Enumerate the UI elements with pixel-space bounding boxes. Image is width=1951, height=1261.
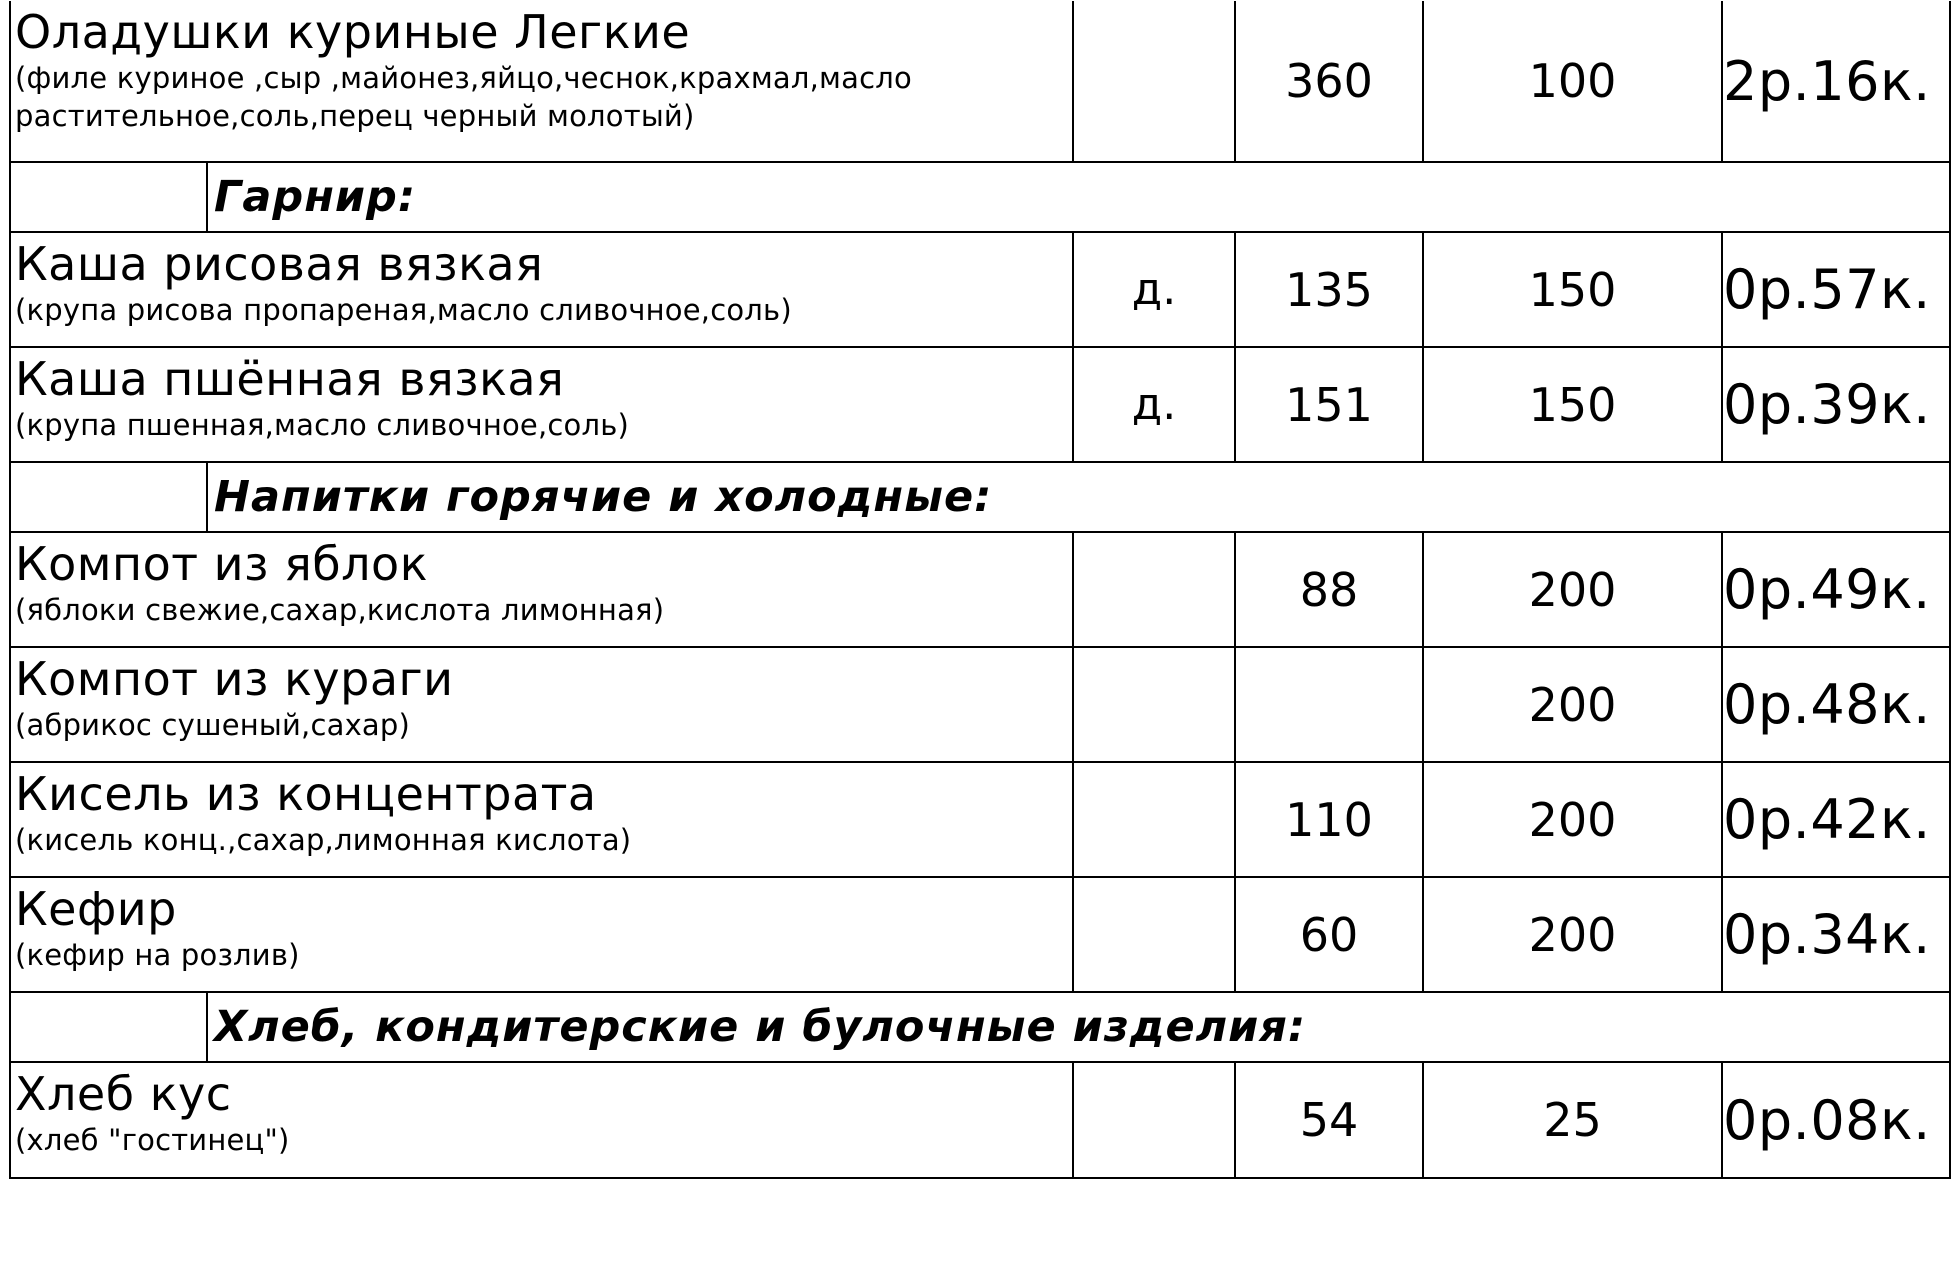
weight-value: 150 (1423, 347, 1722, 462)
dish-ingredients: (абрикос сушеный,сахар) (15, 707, 411, 742)
calories-value: 88 (1235, 532, 1423, 647)
menu-item-row (10, 532, 1950, 647)
dish-cell (10, 347, 1073, 462)
dish-cell (10, 1, 1073, 162)
diet-mark (1073, 1062, 1235, 1178)
dish-name: Каша пшённая вязкая (15, 352, 565, 406)
section-row (10, 992, 1950, 1062)
dish-name: Компот из кураги (15, 652, 454, 706)
dish-ingredients: (крупа пшенная,масло сливочное,соль) (15, 407, 630, 442)
dish-cell (10, 1062, 1073, 1178)
section-row (10, 162, 1950, 232)
weight-value: 100 (1423, 1, 1722, 162)
menu-item-row (10, 647, 1950, 762)
section-row (10, 462, 1950, 532)
calories-value: 360 (1235, 1, 1423, 162)
dish-name: Компот из яблок (15, 537, 428, 591)
calories-value (1235, 647, 1423, 762)
dish-ingredients: (крупа рисова пропареная,масло сливочное,соль) (15, 292, 792, 327)
dish-ingredients: (кисель конц.,сахар,лимонная кислота) (15, 822, 632, 857)
diet-mark (1073, 1, 1235, 162)
diet-mark (1073, 877, 1235, 992)
dish-name: Кефир (15, 882, 177, 936)
dish-ingredients: (яблоки свежие,сахар,кислота лимонная) (15, 592, 665, 627)
dish-name: Хлеб кус (15, 1067, 232, 1121)
diet-mark (1073, 532, 1235, 647)
dish-ingredients: (кефир на розлив) (15, 937, 300, 972)
weight-value: 200 (1423, 532, 1722, 647)
diet-mark (1073, 647, 1235, 762)
menu-item-row (10, 1062, 1950, 1178)
price-value: 0р.42к. (1722, 762, 1950, 877)
section-indent (10, 992, 207, 1062)
price-value: 0р.57к. (1722, 232, 1950, 347)
dish-cell (10, 877, 1073, 992)
dish-cell (10, 647, 1073, 762)
weight-value: 200 (1423, 877, 1722, 992)
weight-value: 200 (1423, 762, 1722, 877)
price-value: 0р.48к. (1722, 647, 1950, 762)
dish-cell (10, 532, 1073, 647)
calories-value: 110 (1235, 762, 1423, 877)
menu-item-row (10, 877, 1950, 992)
price-value: 0р.49к. (1722, 532, 1950, 647)
section-title: Гарнир: (207, 162, 1950, 232)
weight-value: 200 (1423, 647, 1722, 762)
dish-name: Кисель из концентрата (15, 767, 597, 821)
dish-cell (10, 232, 1073, 347)
calories-value: 60 (1235, 877, 1423, 992)
dish-cell (10, 762, 1073, 877)
price-value: 0р.34к. (1722, 877, 1950, 992)
menu-table (9, 1, 1951, 1179)
section-indent (10, 162, 207, 232)
calories-value: 54 (1235, 1062, 1423, 1178)
diet-mark: д. (1073, 347, 1235, 462)
section-title: Хлеб, кондитерские и булочные изделия: (207, 992, 1950, 1062)
price-value: 0р.39к. (1722, 347, 1950, 462)
calories-value: 135 (1235, 232, 1423, 347)
menu-item-row (10, 1, 1950, 162)
diet-mark (1073, 762, 1235, 877)
weight-value: 25 (1423, 1062, 1722, 1178)
diet-mark: д. (1073, 232, 1235, 347)
price-value: 2р.16к. (1722, 1, 1950, 162)
menu-item-row (10, 762, 1950, 877)
price-value: 0р.08к. (1722, 1062, 1950, 1178)
section-title: Напитки горячие и холодные: (207, 462, 1950, 532)
dish-name: Каша рисовая вязкая (15, 237, 544, 291)
dish-ingredients: (хлеб "гостинец") (15, 1122, 290, 1157)
dish-name: Оладушки куриные Легкие (15, 5, 691, 59)
weight-value: 150 (1423, 232, 1722, 347)
menu-item-row (10, 232, 1950, 347)
dish-ingredients: (филе куриное ,сыр ,майонез,яйцо,чеснок,крахмал,масло растительное,соль,перец черный молотый) (15, 60, 912, 134)
section-indent (10, 462, 207, 532)
calories-value: 151 (1235, 347, 1423, 462)
menu-item-row (10, 347, 1950, 462)
